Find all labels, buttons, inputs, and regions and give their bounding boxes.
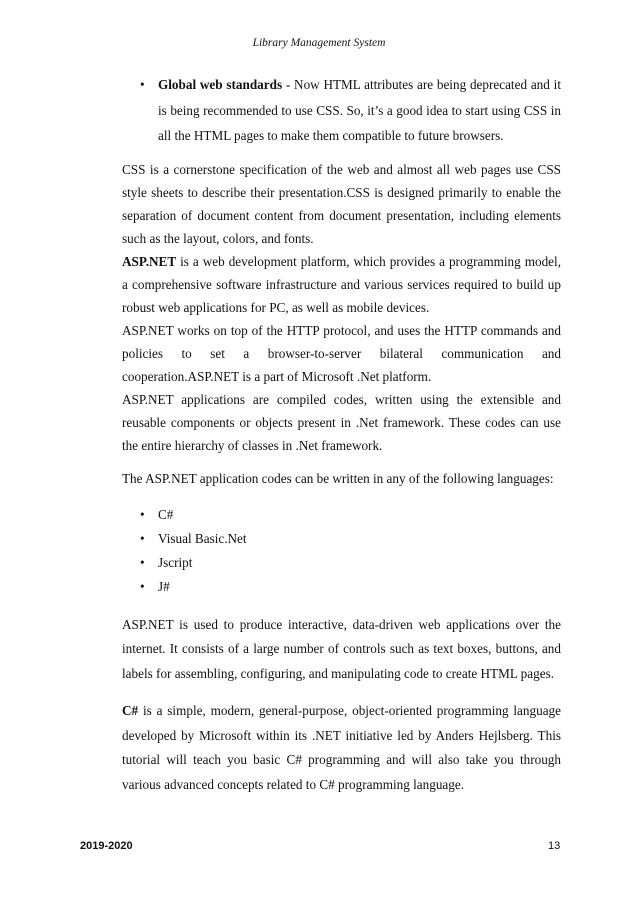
paragraph-aspnet-http: ASP.NET works on top of the HTTP protocol, and uses the HTTP commands and policies to set a browser-to-server bilateral communication and cooperation.ASP.NET is a part of Microsoft .Net platform. — [122, 322, 561, 384]
bullet-icon: • — [140, 554, 145, 570]
bullet-icon: • — [140, 530, 145, 546]
paragraph-languages-intro: The ASP.NET application codes can be written in any of the following languages: — [122, 470, 554, 486]
bullet-global-web-standards — [122, 72, 561, 149]
bullet-icon: • — [140, 77, 145, 92]
list-item: • Jscript — [122, 551, 561, 575]
bullet-icon: • — [140, 578, 145, 594]
csharp-text: is a simple, modern, general-purpose, object-oriented programming language developed by Microsoft within its .NET initiative led by Anders Hejlsberg. This tutorial will teach you basic C# programming and will also take you through various advanced concepts related to C# programming language. — [122, 703, 561, 792]
bullet-text: - Now HTML attributes are being deprecated and it is being recommended to use CSS. So, it’s a good idea to start using CSS in all the HTML pages to make them compatible to future browsers. — [158, 77, 561, 143]
paragraph-aspnet-usage: ASP.NET is used to produce interactive, data-driven web applications over the internet. It consists of a large number of controls such as text boxes, buttons, and labels for assembling, configuring, and manipulating code to create HTML pages. — [122, 616, 561, 681]
paragraph-aspnet-intro — [122, 250, 561, 319]
aspnet-term: ASP.NET — [122, 253, 177, 269]
paragraph-css: CSS is a cornerstone specification of the web and almost all web pages use CSS style sheets to describe their presentation.CSS is designed primarily to enable the separation of document content from document presentation, including elements such as the layout, colors, and fonts. — [122, 161, 561, 246]
footer-year: 2019-2020 — [80, 840, 133, 852]
aspnet-intro-text: is a web development platform, which provides a programming model, a comprehensive software infrastructure and various services required to build up robust web applications for PC, as well as mobile devices. — [122, 253, 561, 315]
bullet-icon: • — [140, 506, 145, 522]
page-header-title: Library Management System — [252, 37, 386, 49]
list-item: • C# — [122, 503, 561, 527]
page-content — [122, 72, 561, 797]
languages-list — [122, 503, 561, 599]
bullet-term: Global web standards — [158, 77, 283, 92]
csharp-term: C# — [122, 703, 139, 718]
page-number: 13 — [548, 840, 561, 852]
list-item: • Visual Basic.Net — [122, 527, 561, 551]
list-item: • J# — [122, 575, 561, 599]
paragraph-csharp — [122, 699, 561, 797]
paragraph-aspnet-compiled: ASP.NET applications are compiled codes, written using the extensible and reusable components or objects present in .Net framework. These codes can use the entire hierarchy of classes in .Net framework. — [122, 391, 561, 453]
